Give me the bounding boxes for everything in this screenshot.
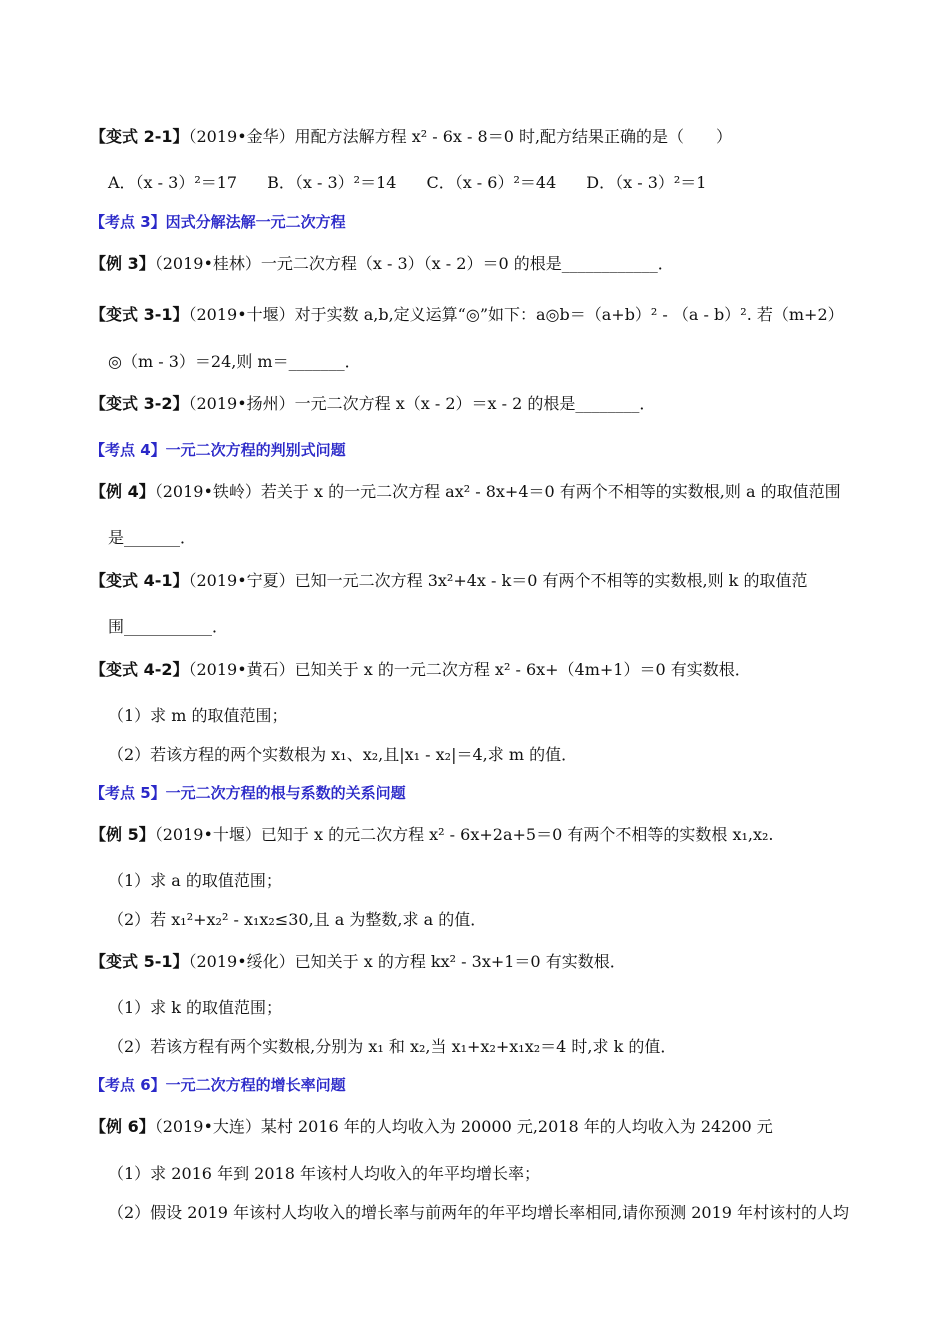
variant-3-1-cont: ◎（m - 3）＝24,则 m＝_______．	[108, 352, 361, 371]
problem-text: （2019•铁岭）若关于 x 的一元二次方程 ax² - 8x+4＝0 有两个不相等的实数根,则 a 的取值范围	[154, 482, 841, 501]
variant-3-1	[90, 304, 844, 326]
example-3	[90, 253, 674, 275]
example-tag: 【例 6】	[90, 1117, 155, 1136]
problem-text: （2019•金华）用配方法解方程 x² - 6x - 8＝0 时,配方结果正确的是（ ）	[188, 127, 733, 146]
option-b: B．（x - 3）²＝14	[267, 173, 397, 192]
sub-question-1: （1）求 k 的取值范围；	[108, 998, 283, 1017]
sub-question-2: （2）假设 2019 年该村人均收入的增长率与前两年的年平均增长率相同,请你预测 2019 年村该村的人均	[108, 1203, 850, 1222]
sub-question-2: （2）若该方程有两个实数根,分别为 x₁ 和 x₂,当 x₁+x₂+x₁x₂＝4 时,求 k 的值．	[108, 1037, 677, 1056]
problem-text: （2019•桂林）一元二次方程（x - 3）（x - 2）＝0 的根是____________．	[154, 254, 674, 273]
problem-text: （2019•宁夏）已知一元二次方程 3x²+4x - k＝0 有两个不相等的实数根,则 k 的取值范	[188, 571, 808, 590]
variant-tag: 【变式 3-1】	[90, 305, 189, 324]
problem-text: （2019•黄石）已知关于 x 的一元二次方程 x² - 6x+（4m+1）＝0 有实数根．	[188, 660, 751, 679]
option-d: D．（x - 3）²＝1	[586, 173, 707, 192]
problem-text: （2019•绥化）已知关于 x 的方程 kx² - 3x+1＝0 有实数根．	[188, 952, 626, 971]
section-heading-6: 【考点 6】一元二次方程的增长率问题	[90, 1076, 346, 1094]
example-tag: 【例 3】	[90, 254, 155, 273]
section-heading-5: 【考点 5】一元二次方程的根与系数的关系问题	[90, 784, 406, 802]
variant-4-1-cont: 围___________．	[108, 617, 229, 636]
sub-question-2: （2）若 x₁²+x₂² - x₁x₂≤30,且 a 为整数,求 a 的值．	[108, 910, 487, 929]
example-5	[90, 824, 774, 846]
section-heading-4: 【考点 4】一元二次方程的判别式问题	[90, 441, 346, 459]
sub-question-1: （1）求 a 的取值范围；	[108, 871, 282, 890]
sub-question-1: （1）求 2016 年到 2018 年该村人均收入的年平均增长率；	[108, 1164, 540, 1183]
problem-text: （2019•扬州）一元二次方程 x（x - 2）＝x - 2 的根是________．	[188, 394, 656, 413]
problem-text: （2019•大连）某村 2016 年的人均收入为 20000 元,2018 年的人均收入为 24200 元	[154, 1117, 773, 1136]
choice-options	[108, 172, 736, 194]
variant-4-1	[90, 570, 807, 592]
section-heading-3: 【考点 3】因式分解法解一元二次方程	[90, 213, 346, 231]
example-6	[90, 1116, 773, 1138]
variant-tag: 【变式 4-2】	[90, 660, 189, 679]
variant-tag: 【变式 5-1】	[90, 952, 189, 971]
sub-question-1: （1）求 m 的取值范围；	[108, 706, 288, 725]
variant-4-2	[90, 659, 751, 681]
example-tag: 【例 4】	[90, 482, 155, 501]
variant-3-2	[90, 393, 655, 415]
variant-2-1	[90, 126, 732, 148]
example-4-cont: 是_______．	[108, 528, 197, 547]
problem-text: （2019•十堰）已知于 x 的元二次方程 x² - 6x+2a+5＝0 有两个不相等的实数根 x₁,x₂.	[154, 825, 774, 844]
variant-tag: 【变式 4-1】	[90, 571, 189, 590]
problem-text: （2019•十堰）对于实数 a,b,定义运算“◎”如下：a◎b＝（a+b）² - （a - b）². 若（m+2）	[188, 305, 844, 324]
variant-tag: 【变式 2-1】	[90, 127, 189, 146]
variant-tag: 【变式 3-2】	[90, 394, 189, 413]
example-tag: 【例 5】	[90, 825, 155, 844]
option-a: A．（x - 3）²＝17	[108, 173, 238, 192]
sub-question-2: （2）若该方程的两个实数根为 x₁、x₂,且|x₁ - x₂|＝4,求 m 的值．	[108, 745, 578, 764]
variant-5-1	[90, 951, 626, 973]
option-c: C．（x - 6）²＝44	[426, 173, 557, 192]
example-4	[90, 481, 841, 503]
